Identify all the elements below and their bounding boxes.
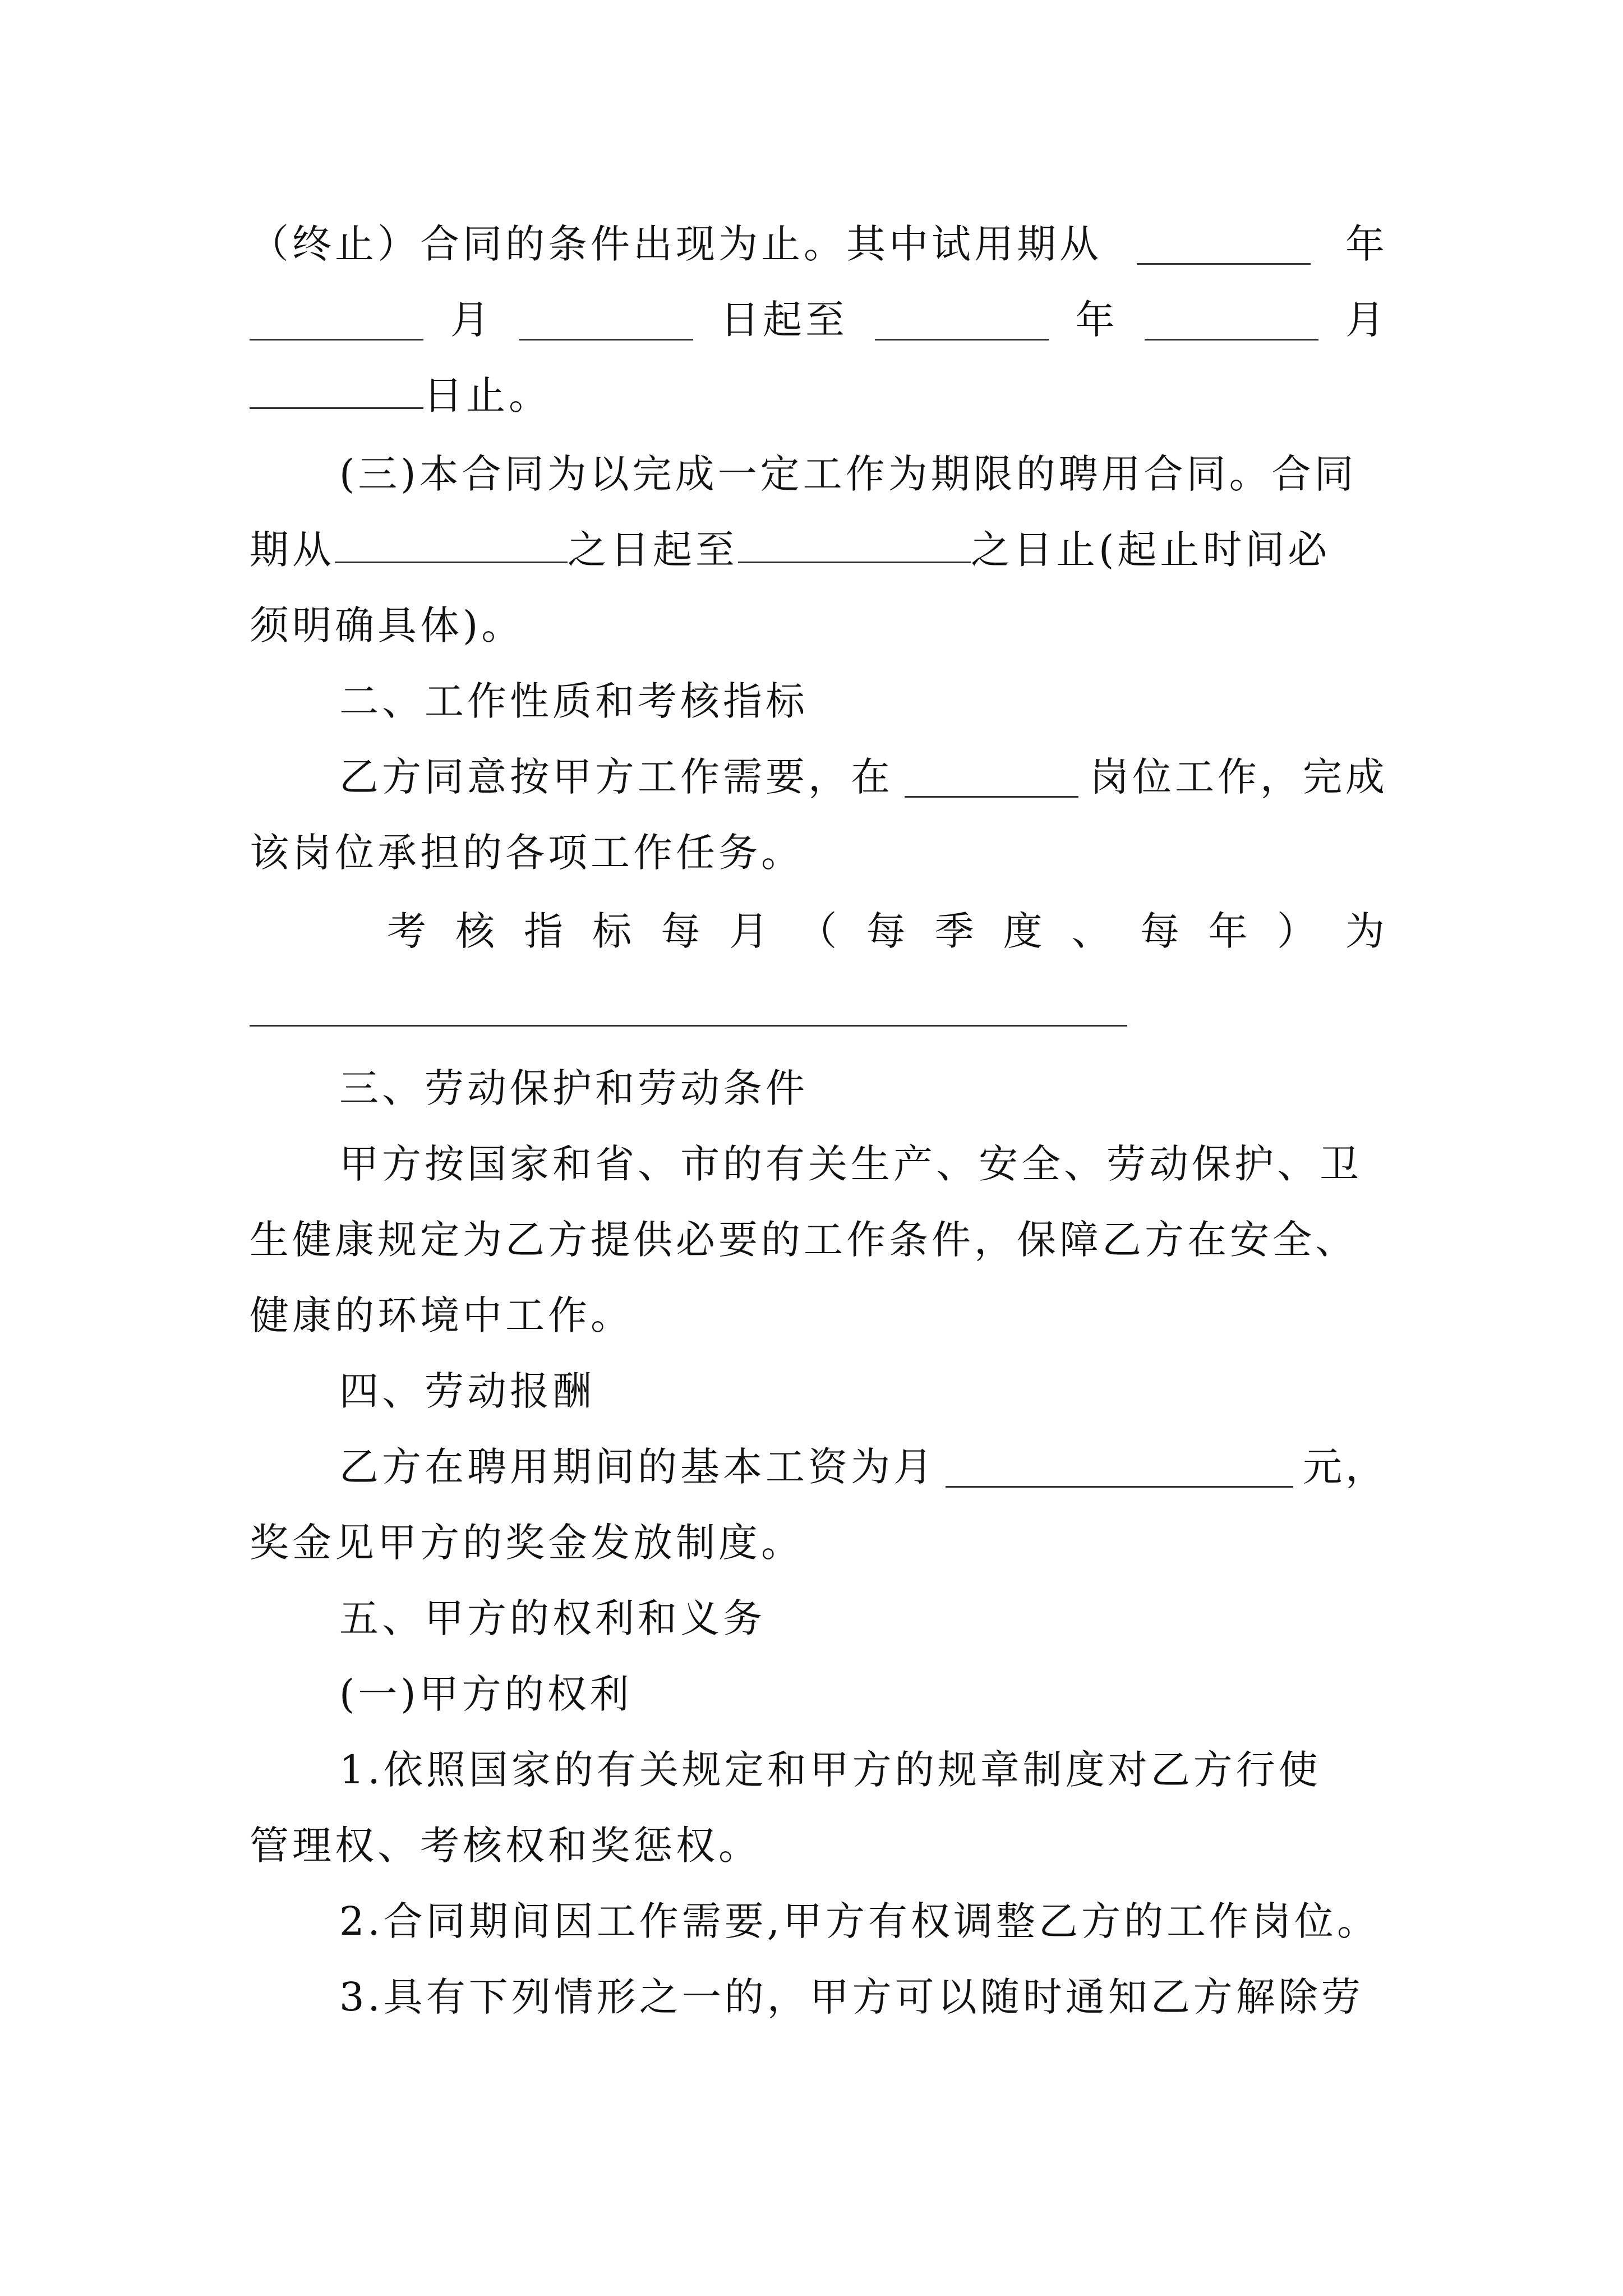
text-line-8 <box>250 746 1388 808</box>
section-heading-5: 五、甲方的权利和义务 <box>339 1595 766 1641</box>
blank-base-salary <box>946 1447 1293 1488</box>
text-line-3 <box>250 365 1388 426</box>
text-line-13: 生健康规定为乙方提供必要的工作条件，保障乙方在安全、 <box>250 1217 1358 1263</box>
text-line-10-assessment <box>250 900 1388 962</box>
line-1-year-label: 年 <box>1345 221 1388 267</box>
line-8-text-b: 岗位工作，完成 <box>1090 754 1388 800</box>
text-line-17: 奖金见甲方的奖金发放制度。 <box>250 1520 804 1566</box>
blank-trial-start-year <box>1137 224 1311 265</box>
text-line-20: 1.依照国家的有关规定和甲方的规章制度对乙方行使 <box>339 1747 1321 1793</box>
line-16-text-a: 乙方在聘用期间的基本工资为月 <box>339 1444 936 1490</box>
text-line-2 <box>250 289 1388 351</box>
line-3-text: 日止。 <box>423 372 551 418</box>
assessment-char: 度 <box>1003 908 1046 954</box>
blank-trial-start-day <box>519 300 693 341</box>
assessment-char: 、 <box>1071 908 1114 954</box>
text-line-22: 2.合同期间因工作需要,甲方有权调整乙方的工作岗位。 <box>339 1898 1380 1944</box>
line-2-month-label: 月 <box>450 297 493 343</box>
text-line-5 <box>250 519 1388 581</box>
text-line-1 <box>250 213 1388 275</box>
blank-contract-end <box>738 522 971 563</box>
assessment-char: （ <box>797 908 841 954</box>
line-2-day-label: 日起至 <box>720 297 849 343</box>
line-5-text-b: 之日起至 <box>568 527 738 573</box>
text-line-16 <box>250 1436 1388 1498</box>
text-line-4: (三)本合同为以完成一定工作为期限的聘用合同。合同 <box>339 451 1357 497</box>
section-heading-4: 四、劳动报酬 <box>339 1368 595 1414</box>
assessment-char: 季 <box>934 908 978 954</box>
blank-contract-start <box>335 522 568 563</box>
blank-trial-end-month <box>1145 300 1318 341</box>
assessment-char: 核 <box>455 908 499 954</box>
line-1-text: （终止）合同的条件出现为止。其中试用期从 <box>250 221 1102 267</box>
text-line-23: 3.具有下列情形之一的，甲方可以随时通知乙方解除劳 <box>339 1974 1364 2020</box>
assessment-char: 为 <box>1345 908 1388 954</box>
text-line-12: 甲方按国家和省、市的有关生产、安全、劳动保护、卫 <box>339 1141 1362 1187</box>
line-2-month2-label: 月 <box>1345 297 1388 343</box>
assessment-char: 每 <box>866 908 909 954</box>
assessment-char: 每 <box>1140 908 1183 954</box>
assessment-char: 月 <box>729 908 772 954</box>
section-heading-3: 三、劳动保护和劳动条件 <box>339 1065 808 1111</box>
subsection-heading-1: (一)甲方的权利 <box>339 1671 633 1717</box>
text-line-14: 健康的环境中工作。 <box>250 1292 633 1338</box>
assessment-char: ） <box>1276 908 1320 954</box>
blank-position <box>905 757 1078 798</box>
text-line-21: 管理权、考核权和奖惩权。 <box>250 1823 761 1869</box>
line-16-text-b: 元， <box>1303 1444 1388 1490</box>
blank-assessment-indicator <box>250 1025 1127 1027</box>
assessment-char: 每 <box>661 908 704 954</box>
text-line-9: 该岗位承担的各项工作任务。 <box>250 830 804 876</box>
section-heading-2: 二、工作性质和考核指标 <box>339 678 808 724</box>
assessment-char: 考 <box>387 908 430 954</box>
blank-trial-end-day <box>250 368 423 409</box>
text-line-6: 须明确具体)。 <box>250 602 524 648</box>
line-5-text-a: 期从 <box>250 527 335 573</box>
blank-trial-start-month <box>250 300 423 341</box>
line-5-text-c: 之日止(起止时间必 <box>971 527 1331 573</box>
blank-trial-end-year <box>875 300 1049 341</box>
assessment-char: 指 <box>524 908 567 954</box>
assessment-char: 年 <box>1208 908 1251 954</box>
line-2-year-label: 年 <box>1075 297 1118 343</box>
line-8-text-a: 乙方同意按甲方工作需要，在 <box>339 754 893 800</box>
assessment-char: 标 <box>592 908 635 954</box>
